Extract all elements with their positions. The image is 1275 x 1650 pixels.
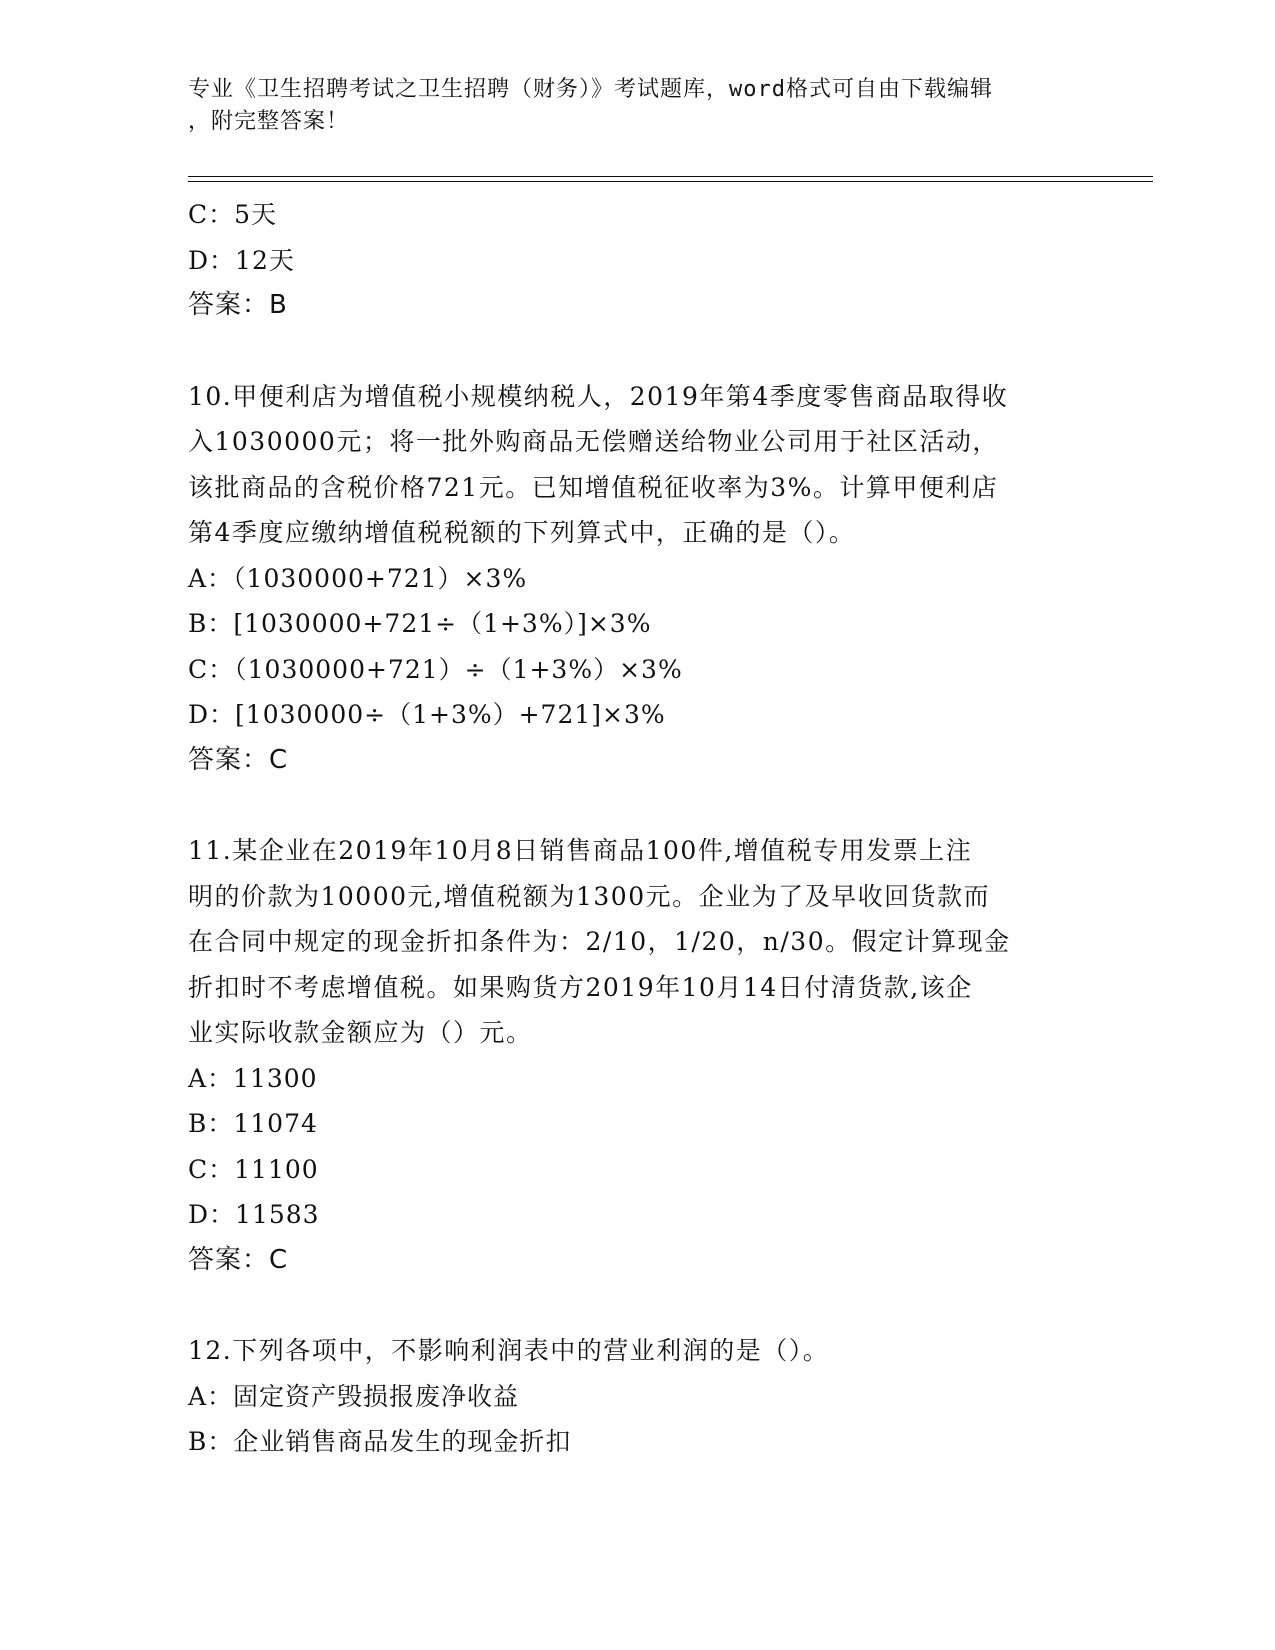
option-c: C：5天 [188,200,278,229]
answer-line: 答案：C [188,1244,289,1275]
question-line: 第4季度应缴纳增值税税额的下列算式中，正确的是（）。 [188,518,856,547]
option-d: D：12天 [188,245,295,275]
question-line: 12.下列各项中，不影响利润表中的营业利润的是（）。 [188,1336,830,1365]
document-header [188,74,1088,138]
header-divider-top [188,176,1153,177]
question-line: 该批商品的含税价格721元。已知增值税征收率为3%。计算甲便利店 [188,472,999,502]
question-11 [188,828,1088,1283]
option-d: D：11583 [188,1200,320,1229]
option-d: D：[1030000÷（1+3%）+721]×3% [188,700,666,729]
option-b: B：11074 [188,1109,318,1138]
header-divider-bottom [188,181,1153,182]
option-b: B：企业销售商品发生的现金折扣 [188,1427,572,1456]
question-line: 10.甲便利店为增值税小规模纳税人，2019年第4季度零售商品取得收 [188,381,1009,411]
question-text [188,1328,1088,1374]
question-12 [188,1328,1088,1465]
option-a: A：固定资产毁损报废净收益 [188,1381,520,1411]
question-line: 折扣时不考虑增值税。如果购货方2019年10月14日付清货款,该企 [188,972,973,1002]
question-line: 明的价款为10000元,增值税额为1300元。企业为了及早收回货款而 [188,881,991,911]
document-body [188,192,1088,1465]
question-line: 在合同中规定的现金折扣条件为：2/10，1/20，n/30。假定计算现金 [188,927,1011,956]
option-a: A：（1030000+721）×3% [188,563,528,593]
question-line: 入1030000元；将一批外购商品无偿赠送给物业公司用于社区活动， [188,427,999,456]
question-text [188,828,1088,1056]
answer-line: 答案：C [188,744,289,775]
option-a: A：11300 [188,1063,318,1093]
question-line: 11.某企业在2019年10月8日销售商品100件,增值税专用发票上注 [188,836,973,865]
option-c: C：（1030000+721）÷（1+3%）×3% [188,654,683,684]
question-10 [188,374,1088,784]
question-text [188,374,1088,556]
answer-line: 答案：B [188,290,288,320]
option-b: B：[1030000+721÷（1+3%）]×3% [188,609,652,638]
prev-question-block [188,192,1088,329]
header-line-1: 专业《卫生招聘考试之卫生招聘（财务）》考试题库，word格式可自由下载编辑 [188,77,993,102]
header-line-2: ，附完整答案！ [188,109,350,134]
question-line: 业实际收款金额应为（）元。 [188,1018,533,1047]
option-c: C：11100 [188,1154,319,1184]
